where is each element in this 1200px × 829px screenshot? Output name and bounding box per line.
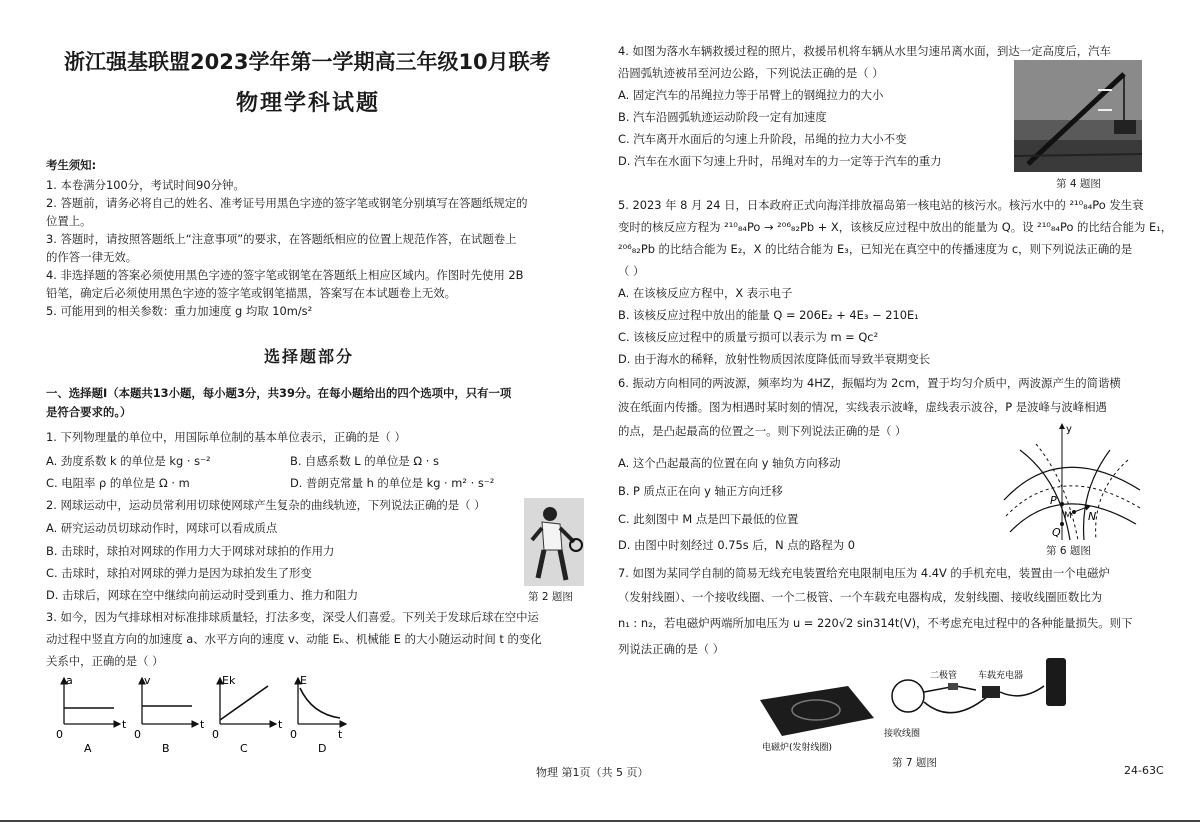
q6-figure-caption: 第 6 题图 xyxy=(1046,545,1091,557)
q2-stem: 2. 网球运动中，运动员常利用切球使网球产生复杂的曲线轨迹，下列说法正确的是（ ） xyxy=(46,498,486,512)
q1-option-c: C. 电阻率 ρ 的单位是 Ω · m xyxy=(46,476,190,490)
q6-option-d: D. 由图中时刻经过 0.75s 后，N 点的路程为 0 xyxy=(618,538,856,552)
graph-c-origin: 0 xyxy=(212,728,219,741)
q3-stem-line: 3. 如今，因为气排球相对标准排球质量轻，打法多变，深受人们喜爱。下列关于发球后球在空中运 xyxy=(46,610,539,624)
graph-d xyxy=(290,674,346,755)
q7-label-coil: 接收线圈 xyxy=(884,729,921,739)
graph-b-option: B xyxy=(162,742,170,755)
phone-icon xyxy=(1046,658,1066,706)
car-charger-icon xyxy=(982,686,1000,698)
paper-code: 24-63C xyxy=(1124,764,1164,777)
page-footer: 物理 第1页（共 5 页） xyxy=(536,766,649,779)
section-title: 选择题部分 xyxy=(264,347,355,366)
q6-wave-diagram xyxy=(1000,420,1148,544)
notice-heading: 考生须知: xyxy=(46,158,97,172)
q5-stem-line: ²⁰⁶₈₂Pb 的比结合能为 E₂，X 的比结合能为 E₃，已知光在真空中的传播速度为 c，则下列说法正确的是 xyxy=(618,242,1133,256)
graph-d-xlabel: t xyxy=(338,728,343,741)
bottom-rule xyxy=(0,820,1200,822)
notice-item: 4. 非选择题的答案必须使用黑色字迹的签字笔或钢笔在答题纸上相应区域内。作图时先使用 2B xyxy=(46,268,524,282)
q6-label-p: P xyxy=(1050,494,1057,507)
q3-stem-line: 动过程中竖直方向的加速度 a、水平方向的速度 v、动能 Eₖ、机械能 E 的大小随运动时间 t 的变化 xyxy=(46,632,542,646)
q5-option-c: C. 该核反应过程中的质量亏损可以表示为 m = Qc² xyxy=(618,330,879,344)
q6-label-n: N xyxy=(1088,510,1097,523)
notice-item: 5. 可能用到的相关参数：重力加速度 g 均取 10m/s² xyxy=(46,304,313,318)
q3-graphs xyxy=(50,672,350,758)
diode-icon xyxy=(948,683,958,690)
q6-label-y: y xyxy=(1066,424,1072,435)
q1-option-b: B. 自感系数 L 的单位是 Ω · s xyxy=(290,454,439,468)
notice-item: 2. 答题前，请务必将自己的姓名、准考证号用黑色字迹的签字笔或钢笔分别填写在答题纸规定的 xyxy=(46,196,528,210)
q7-figure-caption: 第 7 题图 xyxy=(892,757,937,769)
graph-c xyxy=(212,674,283,755)
graph-d-ylabel: E xyxy=(300,674,307,687)
graph-c-option: C xyxy=(240,742,248,755)
q6-stem-line: 波在纸面内传播。图为相遇时某时刻的情况，实线表示波峰，虚线表示波谷，P 是波峰与波峰相遇 xyxy=(618,400,1107,414)
part-heading: 是符合要求的。） xyxy=(46,405,132,419)
tennis-player-photo xyxy=(524,498,584,586)
q5-stem-line: 5. 2023 年 8 月 24 日，日本政府正式向海洋排放福岛第一核电站的核污水。核污水中的 ²¹⁰₈₄Po 发生衰 xyxy=(618,198,1144,212)
q3-stem-line: 关系中，正确的是（ ） xyxy=(46,654,164,668)
q2-option-b: B. 击球时，球拍对网球的作用力大于网球对球拍的作用力 xyxy=(46,544,335,558)
graph-a-xlabel: t xyxy=(122,718,127,731)
graph-c-ylabel: Ek xyxy=(222,674,236,687)
q5-option-b: B. 该核反应过程中放出的能量 Q = 206E₂ + 4E₃ − 210E₁ xyxy=(618,308,919,322)
q7-stem-line: n₁ : n₂，若电磁炉两端所加电压为 u = 220√2 sin314t(V)，不考虑充电过程中的各种能量损失。则下 xyxy=(618,616,1133,630)
receiving-coil-icon xyxy=(892,680,924,712)
q2-figure-caption: 第 2 题图 xyxy=(528,591,573,603)
q6-stem-line: 6. 振动方向相同的两波源，频率均为 4HZ，振幅均为 2cm，置于均匀介质中，两波源产生的简谐横 xyxy=(618,376,1121,390)
notice-item: 3. 答题时，请按照答题纸上“注意事项”的要求，在答题纸相应的位置上规范作答，在试题卷上 xyxy=(46,232,517,246)
graph-d-origin: 0 xyxy=(290,728,297,741)
notice-item: 铅笔，确定后必须使用黑色字迹的签字笔或钢笔描黑，答案写在本试题卷上无效。 xyxy=(46,286,457,300)
q4-option-b: B. 汽车沿圆弧轨迹运动阶段一定有加速度 xyxy=(618,110,827,124)
graph-b-origin: 0 xyxy=(134,728,141,741)
q4-option-d: D. 汽车在水面下匀速上升时，吊绳对车的力一定等于汽车的重力 xyxy=(618,154,942,168)
q1-stem: 1. 下列物理量的单位中，用国际单位制的基本单位表示，正确的是（ ） xyxy=(46,430,406,444)
q4-figure-caption: 第 4 题图 xyxy=(1056,178,1101,190)
graph-a-option: A xyxy=(84,742,92,755)
part-heading: 一、选择题Ⅰ（本题共13小题，每小题3分，共39分。在每小题给出的四个选项中，只有一项 xyxy=(46,386,512,400)
q2-option-a: A. 研究运动员切球动作时，网球可以看成质点 xyxy=(46,521,278,535)
graph-b-xlabel: t xyxy=(200,718,205,731)
q5-stem-line: （ ） xyxy=(618,264,645,278)
graph-a xyxy=(56,674,127,755)
graph-a-origin: 0 xyxy=(56,728,63,741)
q7-label-diode: 二极管 xyxy=(930,671,958,681)
induction-cooker-icon xyxy=(760,686,874,736)
graph-a-ylabel: a xyxy=(66,674,73,687)
q4-option-c: C. 汽车离开水面后的匀速上升阶段，吊绳的拉力大小不变 xyxy=(618,132,907,146)
q1-option-a: A. 劲度系数 k 的单位是 kg · s⁻² xyxy=(46,454,211,468)
q2-option-d: D. 击球后，网球在空中继续向前运动时受到重力、推力和阻力 xyxy=(46,588,359,602)
q7-stem-line: 列说法正确的是（ ） xyxy=(618,642,725,656)
q5-stem-line: 变时的核反应方程为 ²¹⁰₈₄Po → ²⁰⁶₈₂Pb + X，该核反应过程中放出的能量为 Q。设 ²¹⁰₈₄Po 的比结合能为 E₁， xyxy=(618,220,1173,234)
q2-option-c: C. 击球时，球拍对网球的弹力是因为球拍发生了形变 xyxy=(46,566,312,580)
q4-stem-line: 沿圆弧轨迹被吊至河边公路，下列说法正确的是（ ） xyxy=(618,66,884,80)
graph-b-ylabel: v xyxy=(144,674,151,687)
q4-option-a: A. 固定汽车的吊绳拉力等于吊臂上的钢绳拉力的大小 xyxy=(618,88,884,102)
q6-stem-line: 的点，是凸起最高的位置之一。则下列说法正确的是（ ） xyxy=(618,424,907,438)
q7-label-cooker: 电磁炉(发射线圈) xyxy=(762,743,833,752)
exam-title: 浙江强基联盟2023学年第一学期高三年级10月联考 xyxy=(64,50,551,74)
q6-option-c: C. 此刻图中 M 点是凹下最低的位置 xyxy=(618,512,799,526)
q1-option-d: D. 普朗克常量 h 的单位是 kg · m² · s⁻² xyxy=(290,476,495,490)
graph-d-option: D xyxy=(318,742,327,755)
q7-stem-line: 7. 如图为某同学自制的简易无线充电装置给充电限制电压为 4.4V 的手机充电，装置由一个电磁炉 xyxy=(618,566,1110,580)
subject-title: 物理学科试题 xyxy=(236,91,381,116)
graph-c-xlabel: t xyxy=(278,718,283,731)
q4-stem-line: 4. 如图为落水车辆救援过程的照片，救援吊机将车辆从水里匀速吊离水面，到达一定高度后，汽车 xyxy=(618,44,1111,58)
q5-option-a: A. 在该核反应方程中，X 表示电子 xyxy=(618,286,793,300)
crane-rescue-photo xyxy=(1014,60,1142,172)
graph-b xyxy=(134,674,205,755)
q6-label-q: Q xyxy=(1052,526,1061,539)
q7-stem-line: （发射线圈）、一个接收线圈、一个二极管、一个车载充电器构成，发射线圈、接收线圈匝数比为 xyxy=(618,590,1103,604)
q7-label-charger: 车载充电器 xyxy=(978,671,1024,681)
notice-item: 1. 本卷满分100分，考试时间90分钟。 xyxy=(46,178,245,192)
q6-option-b: B. P 质点正在向 y 轴正方向迁移 xyxy=(618,484,783,498)
q6-label-m: M xyxy=(1064,511,1072,521)
q5-option-d: D. 由于海水的稀释，放射性物质因浓度降低而导致半衰期变长 xyxy=(618,352,931,366)
notice-item: 的作答一律无效。 xyxy=(46,250,138,264)
notice-item: 位置上。 xyxy=(46,214,92,228)
q6-option-a: A. 这个凸起最高的位置在向 y 轴负方向移动 xyxy=(618,456,841,470)
q7-charging-diagram xyxy=(752,656,1082,752)
